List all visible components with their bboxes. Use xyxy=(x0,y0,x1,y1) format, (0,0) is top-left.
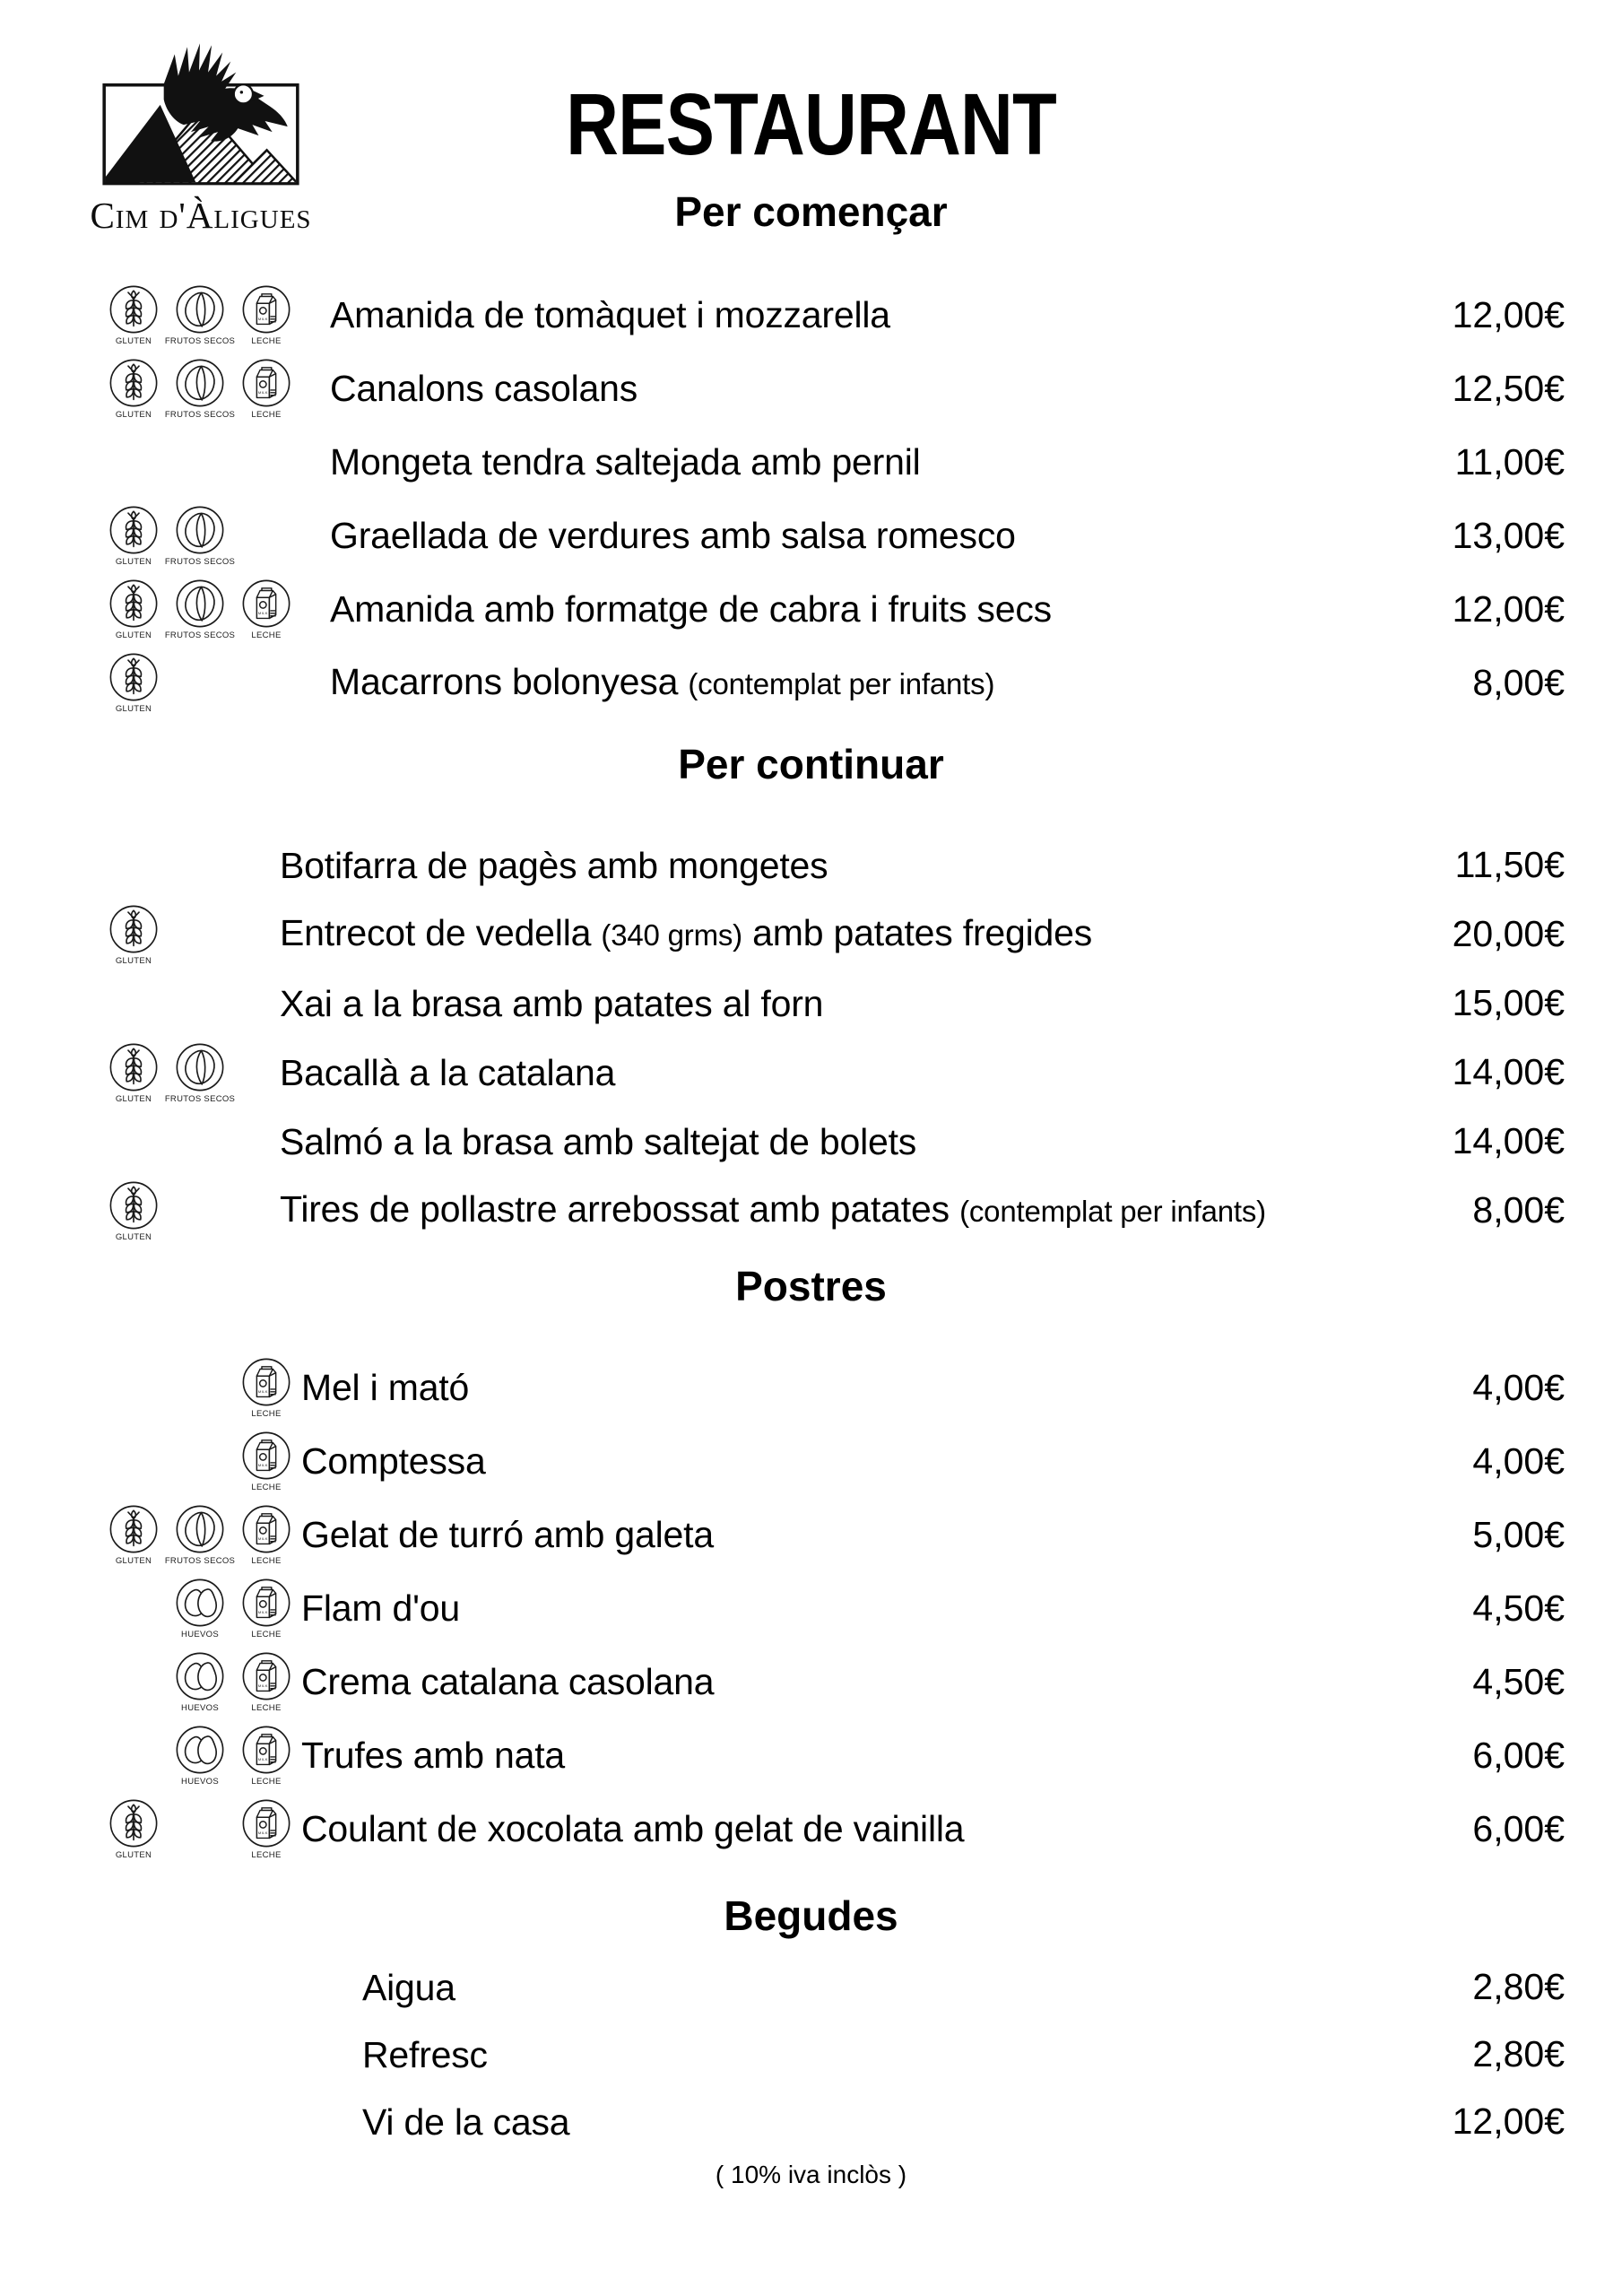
menu-section-postres xyxy=(0,1261,1622,1866)
allergen-frutos_secos xyxy=(164,504,236,567)
item-name-text: Gelat de turró amb galeta xyxy=(301,1514,714,1555)
allergen-label: GLUTEN xyxy=(115,1231,152,1242)
item-price: 13,00€ xyxy=(1452,514,1565,556)
item-name-text: Coulant de xocolata amb gelat de vainilla xyxy=(301,1808,965,1849)
item-name-text: Salmó a la brasa amb saltejat de bolets xyxy=(280,1120,917,1162)
allergen-frutos_secos xyxy=(164,283,236,346)
item-name xyxy=(362,2100,569,2144)
item-name-text: Trufes amb nata xyxy=(301,1735,566,1776)
item-price: 2,80€ xyxy=(1472,2033,1565,2074)
menu-item-row xyxy=(0,2088,1622,2155)
logo-text: Cim d'Àligues xyxy=(90,195,312,236)
allergen-leche xyxy=(233,1650,299,1713)
allergen-label: LECHE xyxy=(251,1777,282,1787)
item-price: 12,50€ xyxy=(1452,367,1565,409)
item-name-text: Xai a la brasa amb patates al forn xyxy=(280,982,824,1024)
tax-note: ( 10% iva inclòs ) xyxy=(715,2161,907,2188)
menu-item-row xyxy=(0,572,1622,646)
allergen-leche xyxy=(233,1503,299,1566)
allergen-gluten xyxy=(100,357,167,420)
menu-item-row xyxy=(0,831,1622,900)
item-name xyxy=(330,367,638,410)
allergen-label: LECHE xyxy=(251,1630,282,1639)
menu-item-row xyxy=(0,1645,1622,1718)
menu-sections xyxy=(0,187,1622,2155)
milk-carton-icon xyxy=(240,283,292,335)
wheat-icon xyxy=(108,1041,160,1093)
menu-item-row xyxy=(0,1424,1622,1498)
item-name xyxy=(280,1187,1266,1233)
wheat-icon xyxy=(108,1179,160,1231)
item-name xyxy=(280,844,828,887)
item-name-text: Entrecot de vedella xyxy=(280,912,602,953)
restaurant-logo xyxy=(84,36,317,235)
allergen-label: FRUTOS SECOS xyxy=(164,410,236,420)
allergen-label: GLUTEN xyxy=(115,410,152,420)
menu-item-row xyxy=(0,352,1622,425)
item-price: 12,00€ xyxy=(1452,587,1565,630)
menu-section-begudes xyxy=(0,1891,1622,2155)
wheat-icon xyxy=(108,357,160,409)
allergen-leche xyxy=(233,1797,299,1860)
allergen-label: LECHE xyxy=(251,1703,282,1713)
item-name xyxy=(362,1966,455,2009)
item-price: 11,50€ xyxy=(1454,844,1565,885)
allergen-icons xyxy=(100,1179,299,1242)
menu-section-per-comencar xyxy=(0,187,1622,719)
allergen-label: GLUTEN xyxy=(115,1850,152,1860)
item-name xyxy=(301,1366,469,1409)
item-name xyxy=(280,1120,916,1163)
item-name-text: Refresc xyxy=(362,2033,488,2075)
allergen-icons xyxy=(100,283,299,346)
allergen-label: LECHE xyxy=(251,1409,282,1419)
allergen-gluten xyxy=(100,1041,167,1104)
item-name xyxy=(301,1807,964,1850)
allergen-label: LECHE xyxy=(251,336,282,346)
allergen-label: GLUTEN xyxy=(115,1093,152,1104)
allergen-frutos_secos xyxy=(164,1041,236,1104)
eggs-icon xyxy=(174,1650,226,1702)
nut-icon xyxy=(174,1503,226,1555)
nut-icon xyxy=(174,504,226,556)
allergen-gluten xyxy=(100,1797,167,1860)
section-title: Per continuar xyxy=(678,741,944,787)
milk-carton-icon xyxy=(240,1577,292,1629)
milk-carton-icon xyxy=(240,1724,292,1776)
allergen-label: HUEVOS xyxy=(181,1703,219,1713)
allergen-icons xyxy=(100,1797,299,1860)
item-name xyxy=(330,293,890,336)
menu-item-row xyxy=(0,1571,1622,1645)
allergen-label: GLUTEN xyxy=(115,336,152,346)
allergen-leche xyxy=(233,283,299,346)
menu-item-row xyxy=(0,1498,1622,1571)
item-name xyxy=(301,1439,486,1483)
allergen-icons xyxy=(100,903,299,966)
allergen-label: HUEVOS xyxy=(181,1630,219,1639)
page-title: RESTAURANT xyxy=(566,75,1056,173)
allergen-gluten xyxy=(100,1503,167,1566)
eagle-mountains-logo-image xyxy=(84,36,317,192)
menu-item-row xyxy=(0,1718,1622,1792)
allergen-label: GLUTEN xyxy=(115,704,152,714)
allergen-label: GLUTEN xyxy=(115,631,152,640)
menu-item-row xyxy=(0,1176,1622,1245)
menu-item-row xyxy=(0,2021,1622,2088)
menu-item-row xyxy=(0,425,1622,499)
item-name xyxy=(330,587,1052,631)
nut-icon xyxy=(174,1041,226,1093)
item-price: 8,00€ xyxy=(1472,1189,1565,1231)
item-name-text: Flam d'ou xyxy=(301,1587,460,1629)
menu-item-row xyxy=(0,499,1622,572)
allergen-huevos xyxy=(167,1650,233,1713)
allergen-leche xyxy=(233,1724,299,1787)
item-name-text: Canalons casolans xyxy=(330,368,638,409)
item-name xyxy=(330,440,921,483)
item-price: 15,00€ xyxy=(1452,982,1565,1023)
item-price: 6,00€ xyxy=(1472,1734,1565,1776)
item-name-text: Vi de la casa xyxy=(362,2100,570,2143)
milk-carton-icon xyxy=(240,1430,292,1482)
wheat-icon xyxy=(108,903,160,955)
milk-carton-icon xyxy=(240,578,292,630)
item-name-text: Aigua xyxy=(362,1966,455,2008)
item-price: 11,00€ xyxy=(1454,440,1565,483)
item-name-text: Macarrons bolonyesa xyxy=(330,660,689,702)
menu-item-row xyxy=(0,646,1622,719)
allergen-leche xyxy=(233,1577,299,1639)
item-price: 4,50€ xyxy=(1472,1587,1565,1629)
menu-item-row xyxy=(0,1107,1622,1176)
item-name xyxy=(280,911,1092,957)
menu-item-row xyxy=(0,900,1622,969)
item-name xyxy=(301,1587,460,1630)
allergen-gluten xyxy=(100,578,167,640)
item-name xyxy=(280,982,823,1025)
milk-carton-icon xyxy=(240,1797,292,1849)
nut-icon xyxy=(174,357,226,409)
allergen-icons xyxy=(100,1724,299,1787)
item-price: 4,00€ xyxy=(1472,1366,1565,1408)
item-name xyxy=(301,1660,714,1703)
allergen-label: FRUTOS SECOS xyxy=(164,1093,236,1104)
allergen-gluten xyxy=(100,651,167,714)
section-rows xyxy=(0,831,1622,1245)
allergen-label: FRUTOS SECOS xyxy=(164,557,236,567)
allergen-gluten xyxy=(100,1179,167,1242)
allergen-label: LECHE xyxy=(251,410,282,420)
item-name-text: Botifarra de pagès amb mongetes xyxy=(280,844,828,886)
item-name-text: Mongeta tendra saltejada amb pernil xyxy=(330,441,921,483)
allergen-leche xyxy=(233,578,299,640)
allergen-icons xyxy=(100,1503,299,1566)
wheat-icon xyxy=(108,1503,160,1555)
allergen-label: HUEVOS xyxy=(181,1777,219,1787)
milk-carton-icon xyxy=(240,1356,292,1408)
allergen-label: GLUTEN xyxy=(115,557,152,567)
allergen-label: LECHE xyxy=(251,1556,282,1566)
allergen-icons xyxy=(100,357,299,420)
item-note: (340 grms) xyxy=(601,918,742,952)
section-title: Postres xyxy=(735,1263,887,1309)
nut-icon xyxy=(174,578,226,630)
section-rows xyxy=(0,278,1622,719)
allergen-label: LECHE xyxy=(251,631,282,640)
menu-item-row xyxy=(0,1792,1622,1866)
allergen-leche xyxy=(233,1430,299,1492)
allergen-icons xyxy=(100,1041,299,1104)
item-name-text: Bacallà a la catalana xyxy=(280,1051,616,1093)
menu-item-row xyxy=(0,1953,1622,2021)
item-name-text: Mel i mató xyxy=(301,1367,470,1408)
allergen-gluten xyxy=(100,903,167,966)
menu-section-per-continuar xyxy=(0,739,1622,1245)
allergen-icons xyxy=(100,504,299,567)
item-name xyxy=(330,514,1016,557)
section-title: Begudes xyxy=(724,1892,898,1939)
allergen-icons xyxy=(100,1430,299,1492)
item-name xyxy=(301,1513,714,1556)
allergen-huevos xyxy=(167,1577,233,1639)
menu-item-row xyxy=(0,1038,1622,1107)
allergen-label: GLUTEN xyxy=(115,955,152,966)
allergen-icons xyxy=(100,651,299,714)
item-price: 14,00€ xyxy=(1452,1051,1565,1092)
allergen-gluten xyxy=(100,283,167,346)
item-note: (contemplat per infants) xyxy=(688,666,995,700)
wheat-icon xyxy=(108,578,160,630)
allergen-gluten xyxy=(100,504,167,567)
allergen-huevos xyxy=(167,1724,233,1787)
item-name xyxy=(280,1051,615,1094)
item-price: 14,00€ xyxy=(1452,1120,1565,1161)
eggs-icon xyxy=(174,1724,226,1776)
section-title: Per començar xyxy=(674,188,948,235)
item-price: 12,00€ xyxy=(1452,2100,1565,2142)
allergen-label: LECHE xyxy=(251,1850,282,1860)
item-name xyxy=(301,1734,565,1777)
item-name-text: Crema catalana casolana xyxy=(301,1661,715,1702)
allergen-label: FRUTOS SECOS xyxy=(164,1556,236,1566)
allergen-icons xyxy=(100,1356,299,1419)
allergen-label: GLUTEN xyxy=(115,1556,152,1566)
item-name xyxy=(330,660,994,706)
allergen-frutos_secos xyxy=(164,357,236,420)
section-rows xyxy=(0,1351,1622,1866)
item-price: 5,00€ xyxy=(1472,1513,1565,1555)
wheat-icon xyxy=(108,651,160,703)
allergen-frutos_secos xyxy=(164,1503,236,1566)
item-price: 6,00€ xyxy=(1472,1807,1565,1849)
allergen-label: FRUTOS SECOS xyxy=(164,631,236,640)
item-price: 12,00€ xyxy=(1452,293,1565,335)
item-price: 4,00€ xyxy=(1472,1439,1565,1482)
item-price: 8,00€ xyxy=(1472,661,1565,703)
item-name-text: amb patates fregides xyxy=(742,912,1093,953)
item-name xyxy=(362,2033,488,2076)
menu-item-row xyxy=(0,278,1622,352)
item-price: 2,80€ xyxy=(1472,1966,1565,2007)
eggs-icon xyxy=(174,1577,226,1629)
item-name-text: Amanida de tomàquet i mozzarella xyxy=(330,294,890,335)
item-name-text: Tires de pollastre arrebossat amb patates xyxy=(280,1188,960,1230)
milk-carton-icon xyxy=(240,1503,292,1555)
wheat-icon xyxy=(108,504,160,556)
allergen-frutos_secos xyxy=(164,578,236,640)
menu-item-row xyxy=(0,969,1622,1038)
allergen-leche xyxy=(233,357,299,420)
allergen-icons xyxy=(100,1650,299,1713)
item-name-text: Amanida amb formatge de cabra i fruits secs xyxy=(330,588,1052,630)
nut-icon xyxy=(174,283,226,335)
allergen-icons xyxy=(100,578,299,640)
allergen-icons xyxy=(100,1577,299,1639)
wheat-icon xyxy=(108,283,160,335)
item-name-text: Graellada de verdures amb salsa romesco xyxy=(330,515,1016,556)
item-name-text: Comptessa xyxy=(301,1440,486,1482)
section-rows xyxy=(0,1953,1622,2155)
allergen-label: FRUTOS SECOS xyxy=(164,336,236,346)
item-price: 20,00€ xyxy=(1452,913,1565,954)
item-note: (contemplat per infants) xyxy=(959,1195,1266,1228)
allergen-label: LECHE xyxy=(251,1483,282,1492)
milk-carton-icon xyxy=(240,357,292,409)
milk-carton-icon xyxy=(240,1650,292,1702)
item-price: 4,50€ xyxy=(1472,1660,1565,1702)
wheat-icon xyxy=(108,1797,160,1849)
menu-item-row xyxy=(0,1351,1622,1424)
allergen-leche xyxy=(233,1356,299,1419)
